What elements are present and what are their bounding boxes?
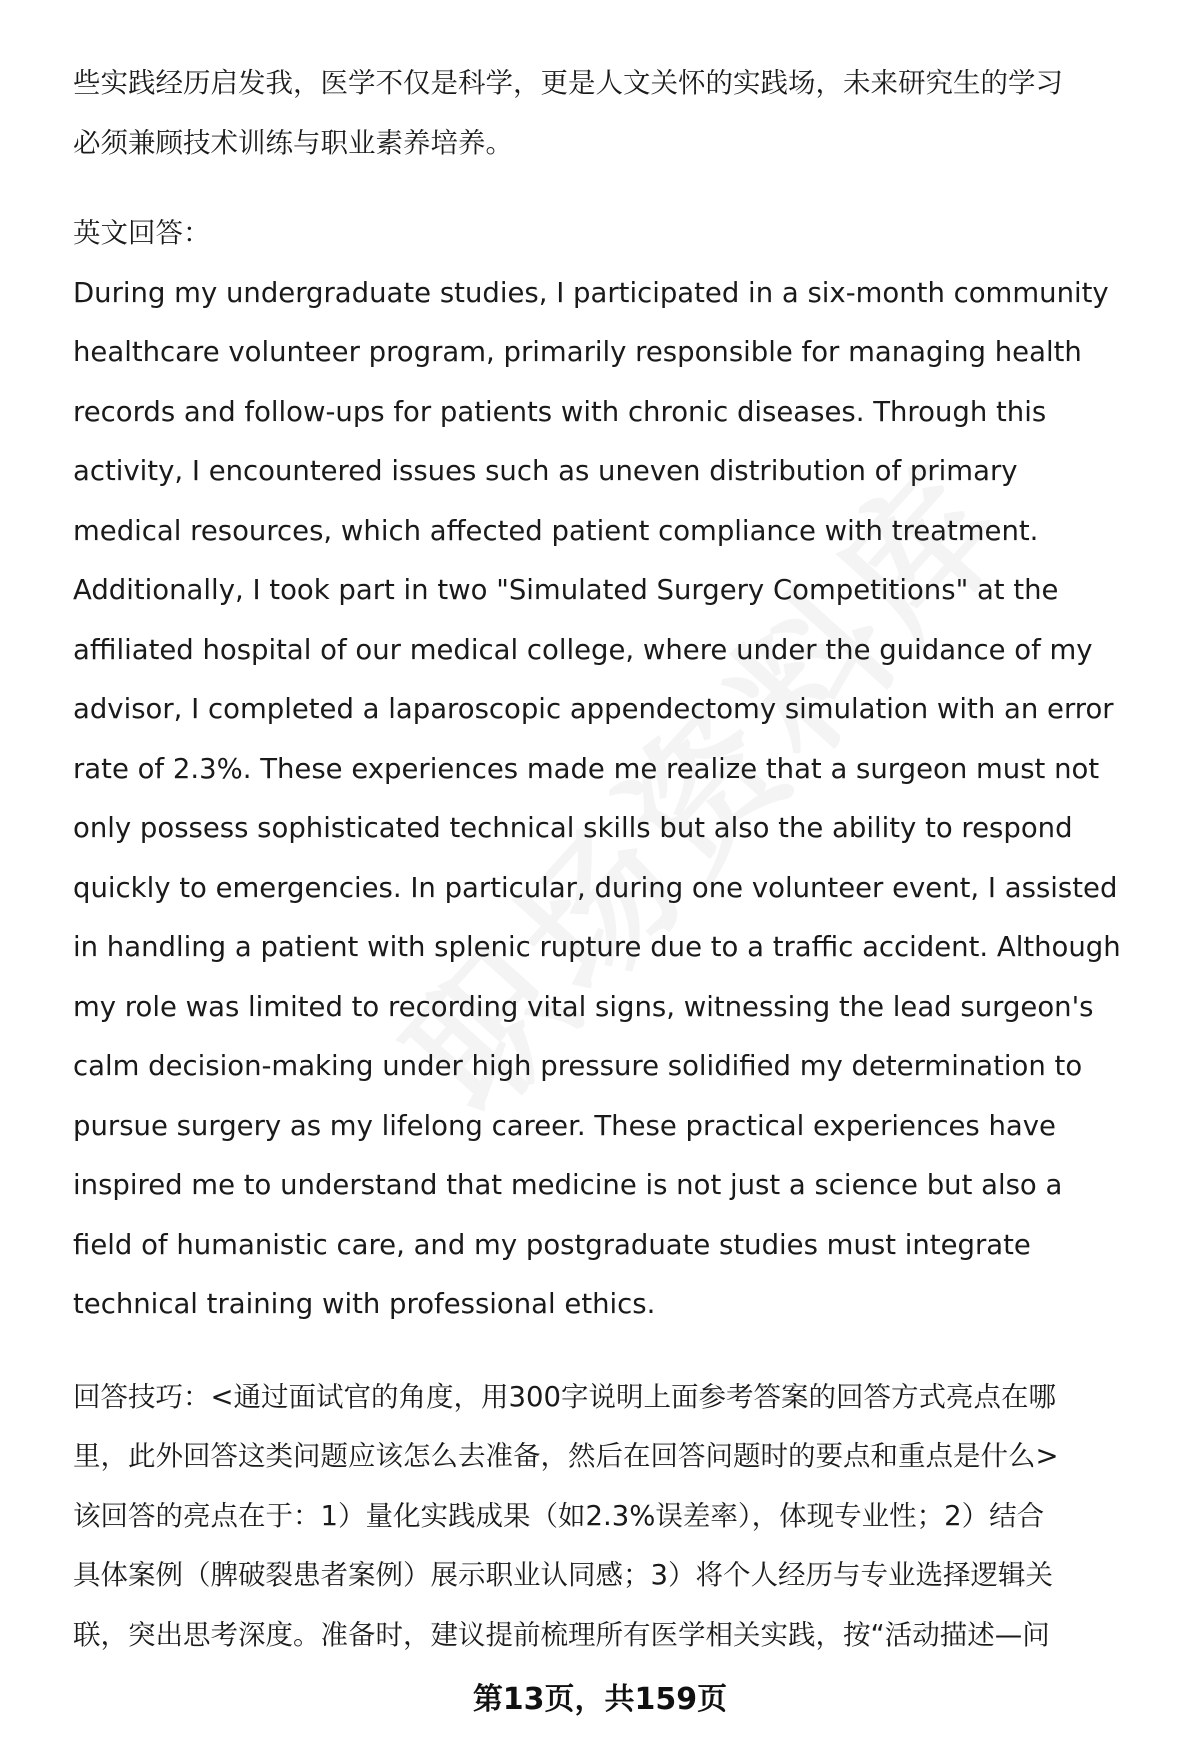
english-line: During my undergraduate studies, I participated in a six-month community (73, 276, 1109, 309)
tips-line: 里，此外回答这类问题应该怎么去准备，然后在回答问题时的要点和重点是什么> (73, 1440, 1059, 1472)
english-line: Additionally, I took part in two "Simulated Surgery Competitions" at the (73, 574, 1059, 606)
english-line: activity, I encountered issues such as uneven distribution of primary (73, 455, 1018, 487)
english-line: my role was limited to recording vital signs, witnessing the lead surgeon's (73, 990, 1094, 1023)
page-number: 第13页，共159页 (472, 1682, 728, 1717)
english-line: medical resources, which affected patient compliance with treatment. (73, 514, 1039, 547)
english-line: advisor, I completed a laparoscopic appendectomy simulation with an error (73, 693, 1114, 725)
english-line: rate of 2.3%. These experiences made me realize that a surgeon must not (73, 752, 1100, 785)
english-line: inspired me to understand that medicine is not just a science but also a (73, 1169, 1063, 1201)
english-line: records and follow-ups for patients with chronic diseases. Through this (73, 395, 1047, 428)
english-line: calm decision-making under high pressure solidified my determination to (73, 1050, 1083, 1082)
tips-line: 该回答的亮点在于：1）量化实践成果（如2.3%误差率），体现专业性；2）结合 (73, 1499, 1045, 1532)
english-line: affiliated hospital of our medical college, where under the guidance of my (73, 633, 1093, 666)
english-line: pursue surgery as my lifelong career. These practical experiences have (73, 1109, 1056, 1142)
english-line: technical training with professional ethics. (73, 1288, 656, 1320)
english-line: quickly to emergencies. In particular, during one volunteer event, I assisted (73, 871, 1118, 904)
english-line: field of humanistic care, and my postgraduate studies must integrate (73, 1228, 1031, 1261)
document-body (73, 54, 1163, 1665)
english-line: only possess sophisticated technical skills but also the ability to respond (73, 812, 1073, 844)
tips-line: 回答技巧：<通过面试官的角度，用300字说明上面参考答案的回答方式亮点在哪 (73, 1380, 1057, 1413)
english-line: in handling a patient with splenic rupture due to a traffic accident. Although (73, 931, 1121, 963)
english-answer-heading: 英文回答： (73, 217, 211, 249)
tips-line: 联，突出思考深度。准备时，建议提前梳理所有医学相关实践，按“活动描述—问 (73, 1618, 1050, 1651)
tips-line: 具体案例（脾破裂患者案例）展示职业认同感；3）将个人经历与专业选择逻辑关 (73, 1559, 1053, 1591)
spacer (73, 173, 1163, 204)
intro-line: 些实践经历启发我，医学不仅是科学，更是人文关怀的实践场，未来研究生的学习 (73, 67, 1063, 99)
spacer (73, 1335, 1163, 1368)
intro-line: 必须兼顾技术训练与职业素养培养。 (73, 126, 513, 159)
english-line: healthcare volunteer program, primarily responsible for managing health (73, 336, 1082, 368)
